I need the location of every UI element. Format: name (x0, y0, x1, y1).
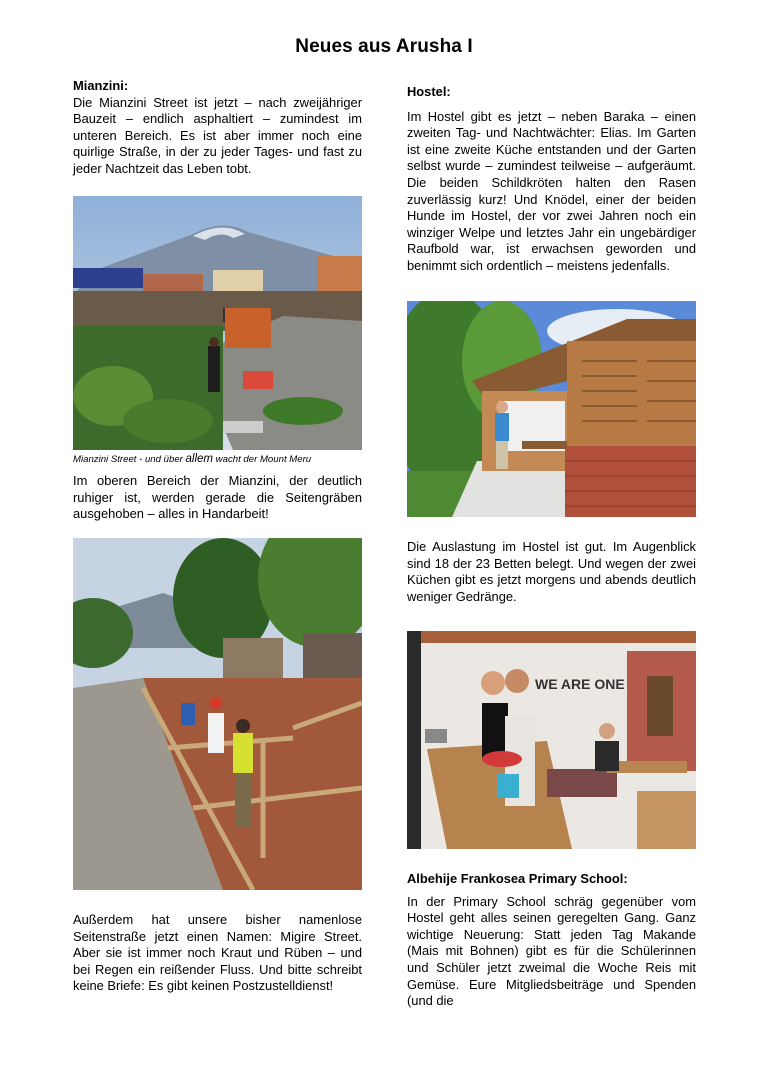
school-section (407, 871, 696, 1010)
hostel-section (407, 84, 696, 275)
mianzini-section (73, 78, 362, 178)
street-name-text: Außerdem hat unsere bisher namenlose Seitenstraße jetzt einen Namen: Migire Street. Aber sie ist immer noch Kraut und Rüben – und bei Regen ein reißender Fluss. Und bitte schreibt keine Briefe: Es gibt keinen Postzustelldienst! (73, 912, 362, 994)
market-photo-caption (73, 453, 311, 465)
school-heading: Albehije Frankosea Primary School: (407, 871, 628, 886)
school-text: In der Primary School schräg gegenüber vom Hostel geht alles seinen geregelten Gang. Ganz wichtige Neuerung: Statt jeden Tag Makande (Mais mit Bohnen) gibt es für die Schülerinnen und Schüler jetzt zweimal die Woche Reis mit Gemüse. Eure Mitgliedsbeiträge und Spenden (und die (407, 893, 696, 1009)
street-name-section (73, 912, 362, 995)
caption-text-start: Mianzini Street - und über (73, 454, 186, 465)
upper-mianzini-text: Im oberen Bereich der Mianzini, der deutlich ruhiger ist, werden gerade die Seitengräben ausgehoben – alles in Handarbeit! (73, 473, 362, 522)
mianzini-heading: Mianzini: (73, 78, 129, 93)
garden-kitchen-photo (407, 301, 696, 517)
hostel-text: Im Hostel gibt es jetzt – neben Baraka – einen zweiten Tag- und Nachtwächter: Elias. Im Garten ist eine zweite Küche entstanden und der Garten selbst wurde – zumindest teilweise – aufgeräumt. Die beiden Schildkröten halten den Rasen zuverlässig kurz! Und Knödel, einer der beiden Hunde im Hostel, der vor zwei Jahren noch ein winziger Welpe und letztes Jahr ein ungebärdiger Raufbold war, ist erwachsen geworden und benimmt sich ordentlich – meistens jedenfalls. (407, 108, 696, 273)
occupancy-section (407, 539, 696, 605)
hostel-heading: Hostel: (407, 84, 451, 99)
kitchen-photo (407, 631, 696, 849)
caption-emphasis: allem (185, 453, 214, 465)
occupancy-text: Die Auslastung im Hostel ist gut. Im Augenblick sind 18 der 23 Betten belegt. Und wegen der zwei Küchen gibt es jetzt morgens und abends deutlich weniger Gedränge. (407, 539, 696, 604)
caption-text-end: wacht der Mount Meru (213, 454, 312, 465)
upper-mianzini-section (73, 473, 362, 523)
mianzini-text: Die Mianzini Street ist jetzt – nach zweijähriger Bauzeit – endlich asphaltiert – zumindest im unteren Bereich. Es ist aber immer noch eine quirlige Straße, in der zu jeder Tages- und fast zu jeder Nachtzeit das Leben tobt. (73, 94, 362, 176)
trench-work-photo (73, 538, 362, 890)
we-are-one-wall-text: WE ARE ONE (535, 676, 625, 692)
page-title: Neues aus Arusha I (295, 36, 473, 57)
market-street-photo (73, 196, 362, 450)
